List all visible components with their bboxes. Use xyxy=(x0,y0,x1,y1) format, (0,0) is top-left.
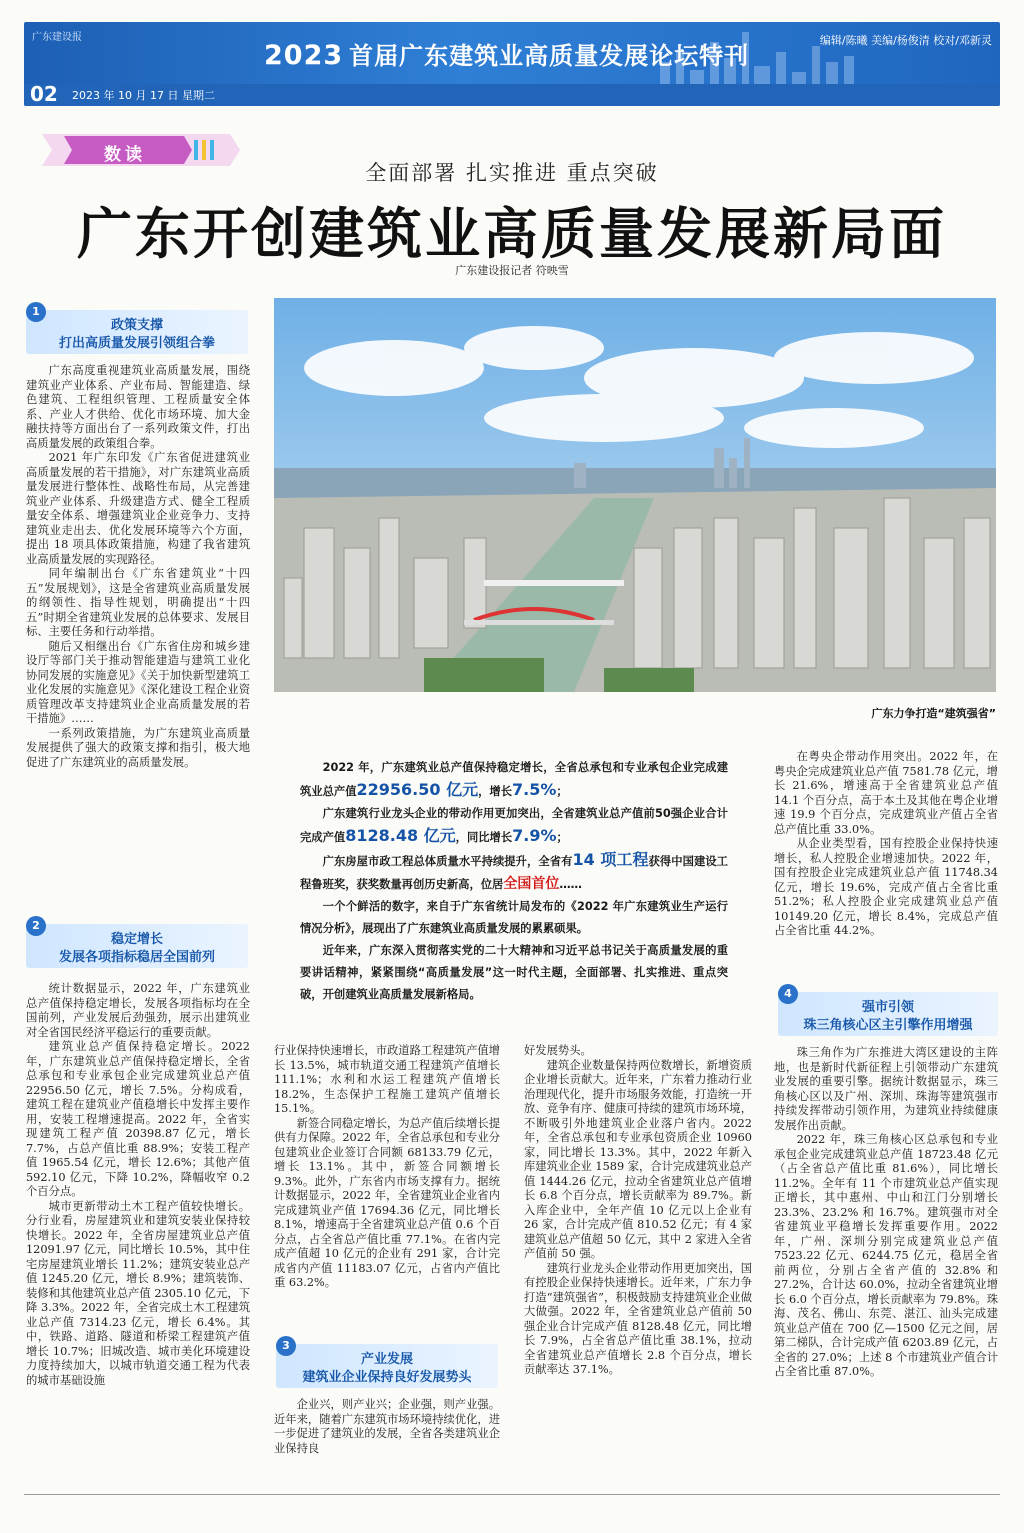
highlight-1-text-a: 2022 年，广东建筑业总产值保持稳定增长，全省总承包和专业承包企业完成建筑业总产值 xyxy=(300,761,728,798)
highlight-growth-rate: 7.5% xyxy=(512,780,557,799)
highlight-2-text-b: ，同比增长 xyxy=(455,831,513,844)
special-issue-year: 2023 xyxy=(264,40,344,71)
paragraph: 从企业类型看，国有控股企业保持快速增长，私人控股企业增速加快。2022 年，国有控股企业完成建筑业总产值 11748.34 亿元，增长 19.6%，完成产值占全省比重 51.2%；私人控股企业完成建筑业总产值 10149.20 亿元，增长 8.4%，完成总产值占全省比重 44.2%。 xyxy=(774,837,998,937)
paragraph: 广东高度重视建筑业高质量发展，围绕建筑业产业体系、产业布局、智能建造、绿色建筑、工程组织管理、工程质量安全体系、产业人才供给、优化市场环境、加大金融扶持等方面出台了一系列政策文件，打出高质量发展的政策组合拳。 xyxy=(26,364,250,450)
column-3 xyxy=(524,1044,752,1482)
paragraph: 建筑企业数量保持两位数增长，新增资质企业增长贡献大。近年来，广东着力推动行业治理现代化，提升市场服务效能，打造统一开放、竞争有序、健康可持续的建筑市场环境，不断吸引外地建筑业企业落户省内。2022 年，全省总承包和专业承包资质企业 10960 家，同比增长 13.3%。其中，2022 年新入库建筑业企业 1589 家，合计完成建筑业总产值 1444.26 亿元，拉动全省建筑业总产值增长 6.8 个百分点，增长贡献率为 89.7%。新入库企业中，全年产值 10 亿元以上企业有 26 家，合计完成产值 810.52 亿元；有 4 家建筑业总产值超 50 亿元，其中 2 家进入全省产值前 50 强。 xyxy=(524,1058,752,1260)
editor-credits: 编辑/陈曦 美编/杨俊清 校对/邓新灵 xyxy=(819,34,992,47)
byline: 广东建设报记者 符映雪 xyxy=(455,264,569,277)
paragraph: 随后又相继出台《广东省住房和城乡建设厅等部门关于推动智能建造与建筑工业化协同发展的实施意见》《关于加快新型建筑工业化发展的实施意见》《深化建设工程企业资质管理改革支持建筑业企业高质量发展的若干措施》…… xyxy=(26,639,250,725)
sub-headline: 全面部署 扎实推进 重点突破 xyxy=(365,161,659,185)
section-head-2 xyxy=(26,919,248,968)
newspaper-logo: 广东建设报 xyxy=(32,32,82,43)
city-photo-illustration xyxy=(274,298,996,692)
highlight-3-text-c: …… xyxy=(559,878,582,891)
highlight-award-count: 14 项工程 xyxy=(572,850,649,869)
paragraph: 珠三角作为广东推进大湾区建设的主阵地，也是新时代新征程上引领带动广东建筑业发展的重要引擎。据统计数据显示，珠三角核心区以及广州、深圳、珠海等建筑强市持续发挥带动引领作用，为建筑业持续健康发展作出贡献。 xyxy=(774,1046,998,1132)
paragraph: 好发展势头。 xyxy=(524,1044,592,1057)
highlight-paragraph-1 xyxy=(300,757,728,803)
section-head-3 xyxy=(276,1339,498,1388)
section-subtitle: 珠三角核心区主引擎作用增强 xyxy=(803,1018,973,1033)
highlight-1-text-b: ，增长 xyxy=(478,785,512,798)
page-number: 02 xyxy=(30,82,58,106)
masthead xyxy=(24,22,1000,106)
section-title: 政策支撑 xyxy=(110,318,163,333)
paragraph: 一系列政策措施，为广东建筑业高质量发展提供了强大的政策支撑和指引，极大地促进了广东建筑业的高质量发展。 xyxy=(26,726,250,769)
section-number-badge: 2 xyxy=(26,916,46,936)
column-4-lower xyxy=(774,1046,998,1482)
column-4-upper xyxy=(774,750,998,982)
section-title: 强市引领 xyxy=(861,1000,914,1015)
highlight-2-text-c: ； xyxy=(556,831,568,844)
paragraph: 建筑业总产值保持稳定增长。2022 年，广东建筑业总产值保持稳定增长，全省总承包和专业承包企业完成建筑业总产值 22956.50 亿元，增长 7.5%。分构成看，建筑工程在建筑业产值稳增长中发挥主要作用，安装工程增速提高。2022 年，全省实现建筑工程产值 20398.87 亿元，增长 7.7%，占总产值比重 88.9%；安装工程产值 1965.54 亿元，增长 12.6%；其他产值 592.10 亿元，下降 10.2%，降幅收窄 0.2 个百分点。 xyxy=(26,1040,250,1198)
highlight-3-text-b: 获得中国建设工程鲁班奖，获奖数量再创历史新高，位居 xyxy=(300,855,728,891)
highlight-paragraph-2 xyxy=(300,803,728,849)
highlight-total-output: 22956.50 亿元 xyxy=(356,780,479,799)
highlight-top50-growth: 7.9% xyxy=(512,826,557,845)
issue-date: 2023 年 10 月 17 日 星期二 xyxy=(72,89,215,102)
lead-highlight xyxy=(300,757,728,1006)
photo-caption: 广东力争打造“建筑强省” xyxy=(871,707,996,720)
column-2-lower xyxy=(274,1398,500,1482)
section-subtitle: 建筑业企业保持良好发展势头 xyxy=(302,1370,472,1385)
paragraph: 同年编制出台《广东省建筑业“十四五”发展规划》，这是全省建筑业高质量发展的纲领性、指导性规划，明确提出“十四五”时期全省建筑业发展的总体要求、发展目标、主要任务和行动举措。 xyxy=(26,567,250,638)
highlight-paragraph-5: 近年来，广东深入贯彻落实党的二十大精神和习近平总书记关于高质量发展的重要讲话精神，紧紧围绕“高质量发展”这一时代主题，全面部署、扎实推进、重点突破，开创建筑业高质量发展新格局。 xyxy=(300,944,728,1001)
paragraph: 行业保持快速增长，市政道路工程建筑产值增长 13.5%，城市轨道交通工程建筑产值增长 111.1%；水利和水运工程建筑产值增长 18.2%，生态保护工程施工建筑产值增长 15.1%。 xyxy=(274,1044,500,1115)
section-title: 稳定增长 xyxy=(110,932,163,947)
column-2-upper xyxy=(274,1044,500,1334)
section-head-4 xyxy=(778,987,998,1036)
highlight-paragraph-4: 一个个鲜活的数字，来自于广东省统计局发布的《2022 年广东建筑业生产运行情况分析》，展现出了广东建筑业高质量发展的累累硕果。 xyxy=(300,900,728,935)
column-1-upper xyxy=(26,364,250,916)
column-1-lower xyxy=(26,982,250,1482)
paragraph: 企业兴，则产业兴；企业强，则产业强。近年来，随着广东建筑市场环境持续优化，进一步促进了建筑业的发展，全省各类建筑业企业保持良 xyxy=(274,1398,500,1455)
section-title: 产业发展 xyxy=(360,1352,413,1367)
highlight-top50-output: 8128.48 亿元 xyxy=(345,826,456,845)
highlight-3-text-a: 广东房屋市政工程总体质量水平持续提升，全省有 xyxy=(322,855,573,868)
section-head-1 xyxy=(26,305,248,354)
paragraph: 2021 年广东印发《广东省促进建筑业高质量发展的若干措施》，对广东建筑业高质量发展进行整体性、战略性布局，从完善建筑业产业体系、升级建造方式、健全工程质量安全体系、增强建筑业企业竞争力、支持建筑业走出去、优化发展环境等六个方面，提出 18 项具体政策措施，构建了我省建筑业高质量发展的实现路径。 xyxy=(26,451,250,566)
section-subtitle: 打出高质量发展引领组合拳 xyxy=(58,336,215,351)
paragraph: 在粤央企带动作用突出。2022 年，在粤央企完成建筑业总产值 7581.78 亿元，增长 21.6%，增速高于全省建筑业总产值 14.1 个百分点，高于本土及其他在粤企业增速 19.9 个百分点，完成建筑业产值占全省总产值比重 33.0%。 xyxy=(774,750,998,836)
special-issue-title xyxy=(264,36,749,71)
highlight-1-text-c: ； xyxy=(556,785,568,798)
special-issue-name: 首届广东建筑业高质量发展论坛特刊 xyxy=(349,42,750,70)
paragraph: 2022 年，珠三角核心区总承包和专业承包企业完成建筑业总产值 18723.48 亿元（占全省总产值比重 81.6%），同比增长 11.2%。全年有 11 个市建筑业总产值实现正增长，其中惠州、中山和江门分别增长 23.3%、23.2% 和 16.7%。建筑强市对全省建筑业平稳增长发挥重要作用。2022 年，广州、深圳分别完成建筑业总产值 7523.22 亿元、6244.75 亿元，稳居全省前两位，分别占全省产值的 32.8% 和 27.2%，合计达 60.0%，拉动全省建筑业增长 6.0 个百分点，增长贡献率为 79.8%。珠海、茂名、佛山、东莞、湛江、汕头完成建筑业总产值在 700 亿—1500 亿元之间，居第二梯队，合计完成产值 6203.89 亿元，占全省的 27.0%；上述 8 个市建筑业产值合计占全省比重 87.0%。 xyxy=(774,1133,998,1378)
section-number-badge: 3 xyxy=(276,1336,296,1356)
highlight-2-text-a: 广东建筑行业龙头企业的带动作用更加突出，全省建筑业总产值前50强企业合计完成产值 xyxy=(300,807,728,844)
paragraph: 建筑行业龙头企业带动作用更加突出，国有控股企业保持快速增长。近年来，广东力争打造“建筑强省”，积极鼓励支持建筑业企业做大做强。2022 年，全省建筑业总产值前 50 强企业合计完成产值 8128.48 亿元，同比增长 7.9%，占全省总产值比重 38.1%，拉动全省建筑业总产值增长 2.8 个百分点，增长贡献率达 37.1%。 xyxy=(524,1261,752,1376)
highlight-paragraph-3 xyxy=(300,849,728,896)
paragraph: 新签合同稳定增长，为总产值后续增长提供有力保障。2022 年，全省总承包和专业分包建筑业企业签订合同额 68133.79 亿元，增长 13.1%。其中，新签合同额增长 9.3%。此外，广东省内市场支撑有力。据统计数据显示，2022 年，全省建筑业企业省内完成建筑业产值 17694.36 亿元，同比增长 8.1%，增速高于全省建筑业总产值 0.6 个百分点，占全省总产值比重 77.1%。在省内完成产值超 10 亿元的企业有 291 家，合计完成省内产值 11183.07 亿元，占省内产值比重 63.2%。 xyxy=(274,1116,500,1289)
section-tag: 数读 xyxy=(104,145,146,165)
section-number-badge: 4 xyxy=(778,984,798,1004)
highlight-rank: 全国首位 xyxy=(503,876,560,892)
city-river-photo xyxy=(274,298,996,692)
section-number-badge: 1 xyxy=(26,302,46,322)
bottom-rule xyxy=(24,1494,1000,1495)
paragraph: 城市更新带动土木工程产值较快增长。分行业看，房屋建筑业和建筑安装业保持较快增长。2022 年，全省房屋建筑业总产值 12091.97 亿元，同比增长 10.5%，其中住宅房屋建筑业增长 11.2%；建筑安装业总产值 1245.20 亿元，增长 8.9%；建筑装饰、装修和其他建筑业总产值 2305.10 亿元，下降 3.3%。2022 年，全省完成土木工程建筑业总产值 7314.23 亿元，增长 6.4%。其中，铁路、道路、隧道和桥梁工程建筑产值增长 10.7%；旧城改造、城市美化环境建设力度持续加大，以城市轨道交通工程为代表的城市基础设施 xyxy=(26,1199,250,1387)
main-headline: 广东开创建筑业高质量发展新局面 xyxy=(76,201,947,266)
paragraph: 统计数据显示，2022 年，广东建筑业总产值保持稳定增长，发展各项指标均在全国前列，产业发展后劲强劲，展示出建筑业对全省国民经济平稳运行的重要贡献。 xyxy=(26,982,250,1039)
section-subtitle: 发展各项指标稳居全国前列 xyxy=(58,950,215,965)
